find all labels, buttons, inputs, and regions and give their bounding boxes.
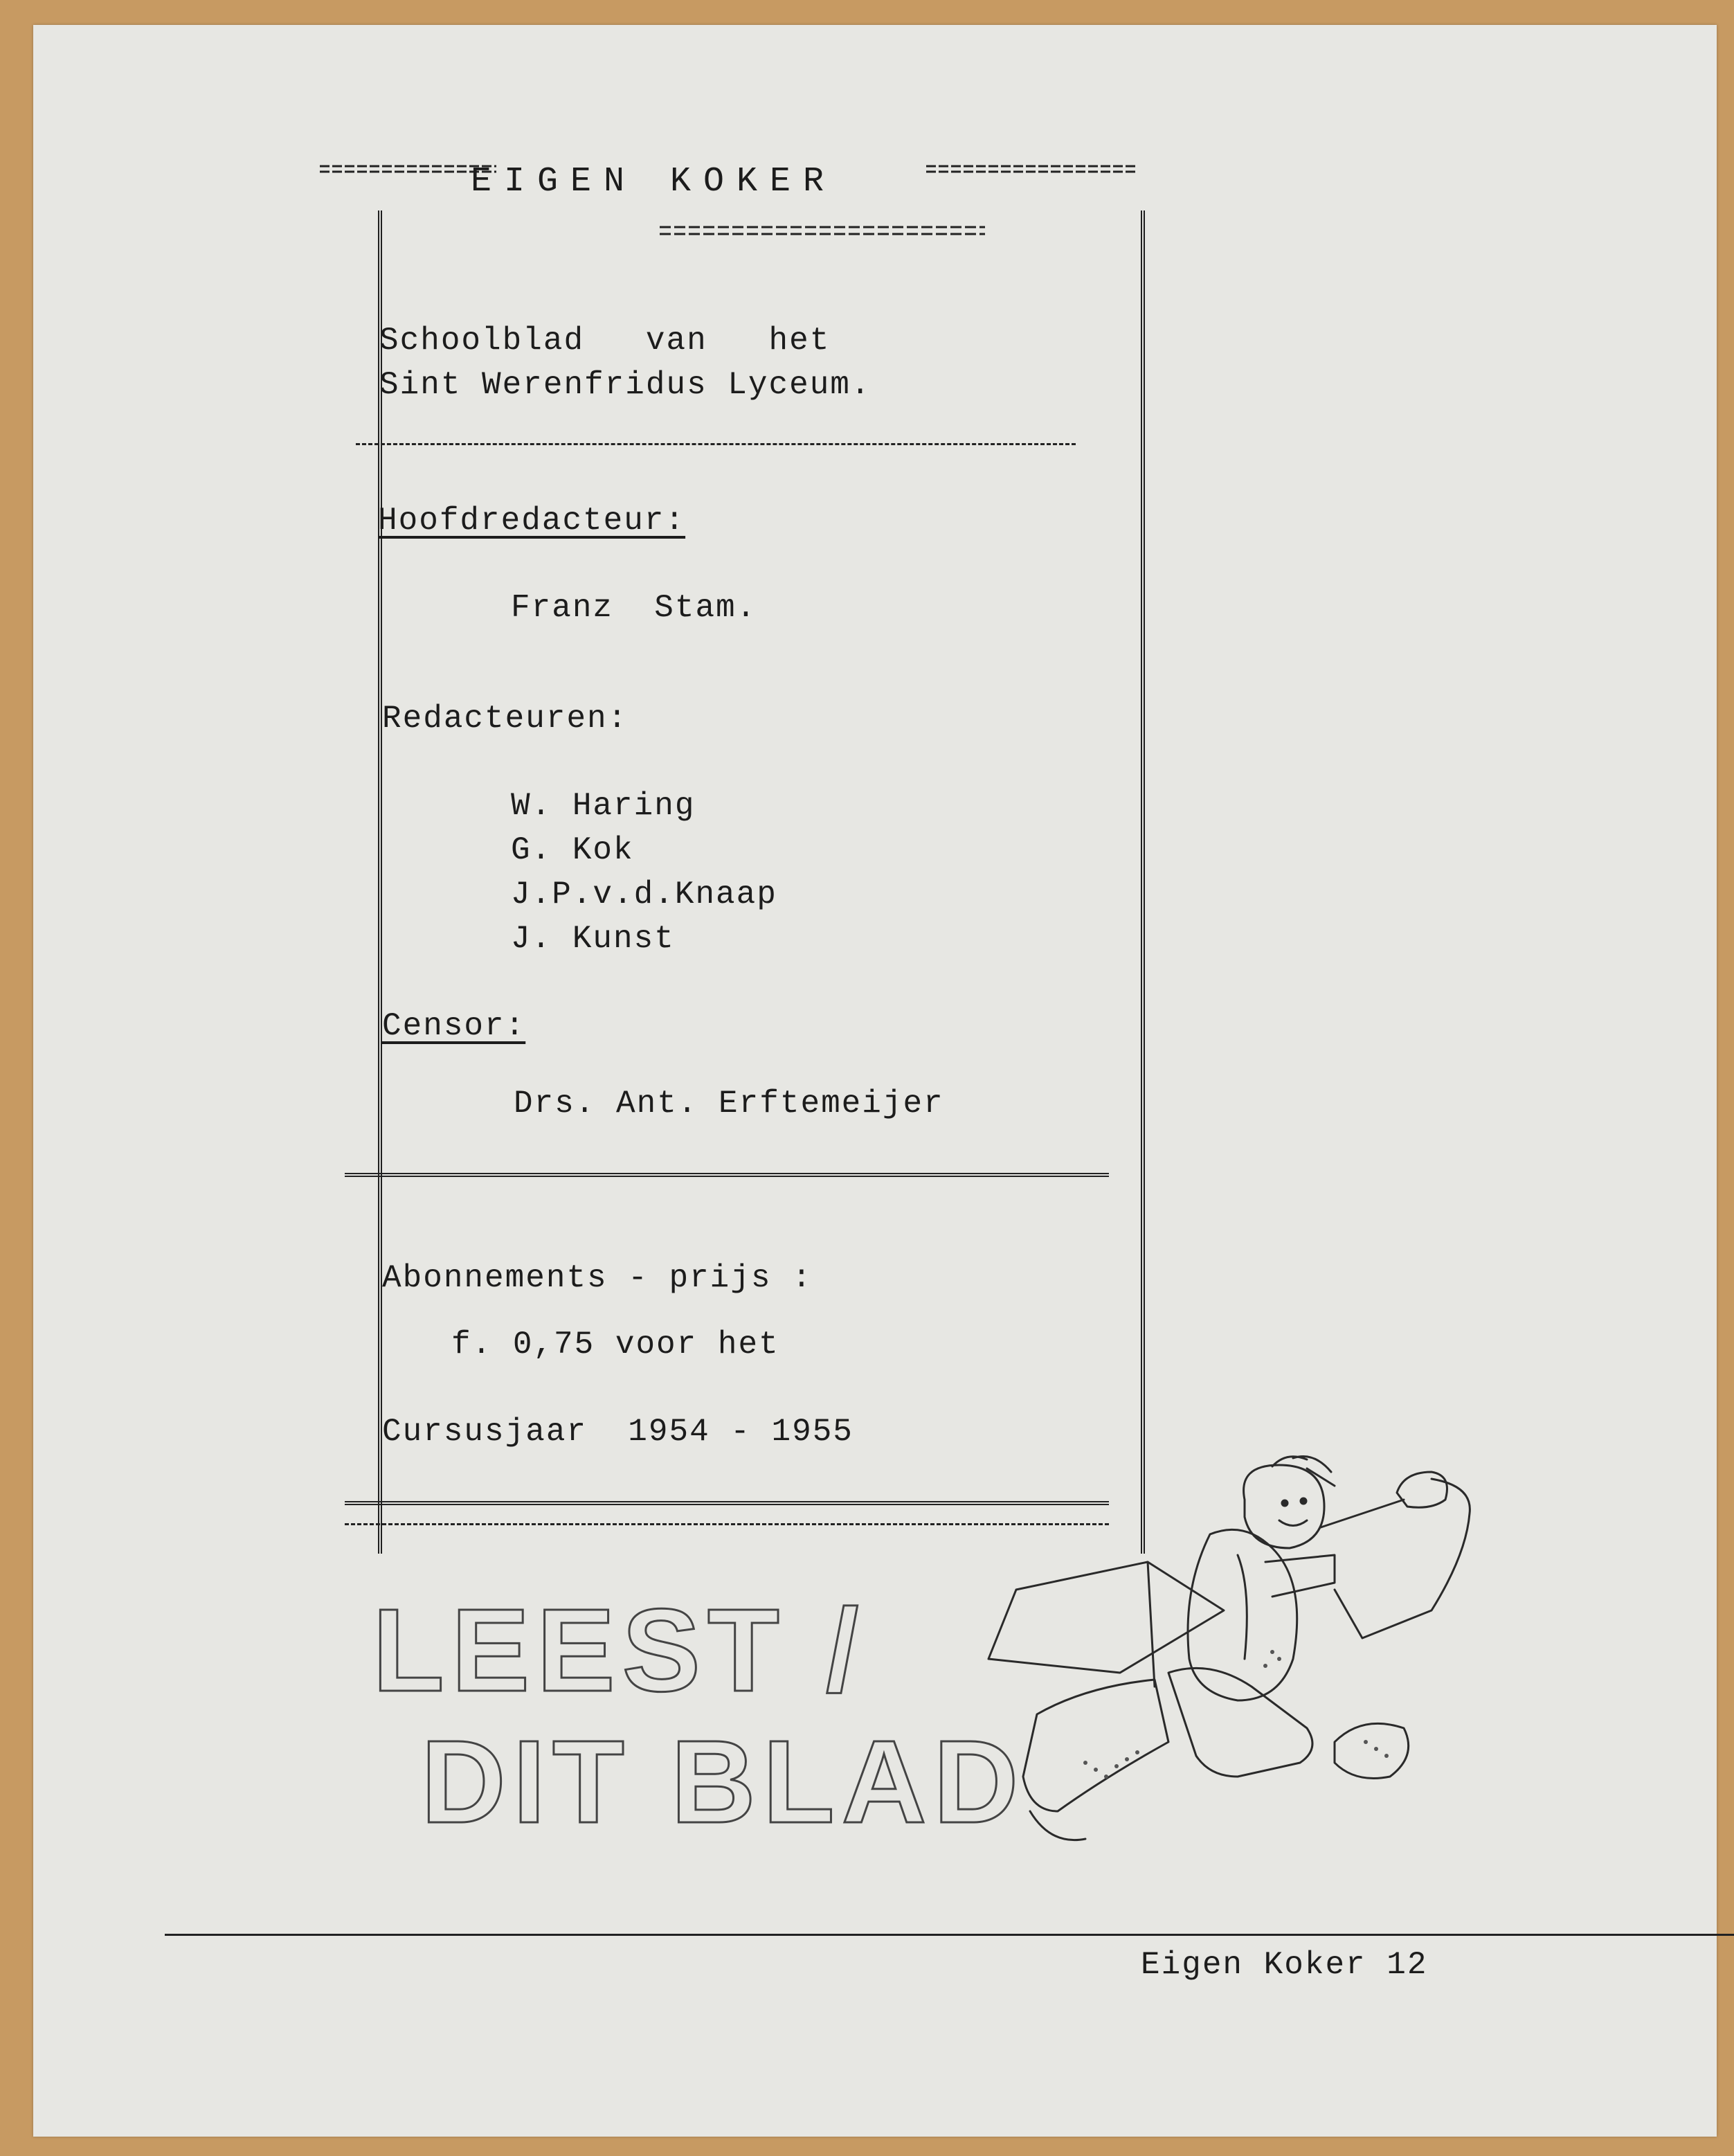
editor-name-3: J.P.v.d.Knaap xyxy=(511,877,777,913)
editors-label: Redacteuren: xyxy=(382,701,629,737)
subscription-price: f. 0,75 voor het xyxy=(451,1327,779,1363)
slogan-line-2: DIT BLAD xyxy=(421,1716,1026,1848)
masthead-title: EIGEN KOKER xyxy=(471,162,837,201)
footer-rule xyxy=(165,1934,1734,1936)
editor-name-1: W. Haring xyxy=(511,788,696,824)
title-dashes-right xyxy=(926,159,1141,180)
footer-label: Eigen Koker 12 xyxy=(1141,1947,1428,1983)
slogan-line-1: LEEST / xyxy=(372,1585,866,1716)
subtitle-line-2: Sint Werenfridus Lyceum. xyxy=(379,367,871,403)
document-page xyxy=(33,25,1717,2137)
chief-editor-label: Hoofdredacteur: xyxy=(378,503,686,539)
subscription-label: Abonnements - prijs : xyxy=(382,1260,813,1296)
subtitle-line-1: Schoolblad van het xyxy=(379,323,831,359)
reading-figure-illustration xyxy=(947,1451,1570,1936)
censor-label: Censor: xyxy=(382,1008,526,1044)
section-divider-double xyxy=(345,1173,1109,1177)
censor-name: Drs. Ant. Erftemeijer xyxy=(514,1086,944,1122)
editor-name-2: G. Kok xyxy=(511,832,634,868)
section-divider xyxy=(356,443,1076,445)
editor-name-4: J. Kunst xyxy=(511,921,675,957)
subscription-year: Cursusjaar 1954 - 1955 xyxy=(382,1414,854,1450)
chief-editor-name: Franz Stam. xyxy=(511,590,757,626)
